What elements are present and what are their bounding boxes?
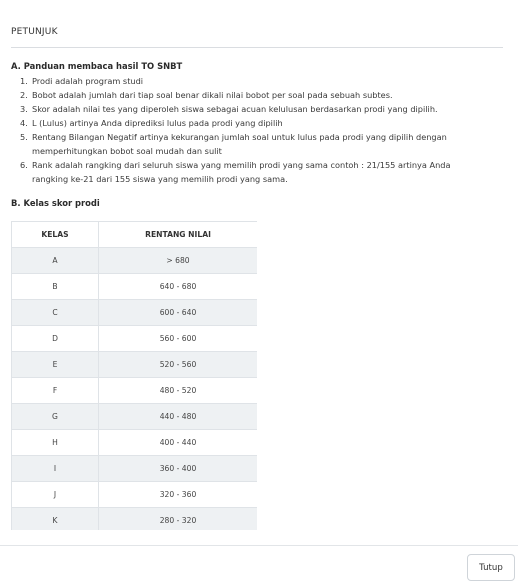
cell-rentang: 360 - 400 — [99, 456, 258, 482]
table-row — [12, 456, 258, 482]
cell-rentang: 440 - 480 — [99, 404, 258, 430]
section-b-heading: B. Kelas skor prodi — [11, 198, 100, 208]
guide-item-number: 4. — [20, 118, 28, 128]
table-row — [12, 482, 258, 508]
guide-item-text: Rank adalah rangking dari seluruh siswa yang memilih prodi yang sama contoh : 21/155 artinya Anda rangking ke-21 dari 155 siswa yang memilih prodi yang sama. — [32, 160, 451, 184]
cell-kelas: H — [12, 430, 99, 456]
guide-item — [20, 88, 480, 102]
guide-list — [20, 74, 480, 186]
table-row — [12, 404, 258, 430]
guide-item-text: L (Lulus) artinya Anda diprediksi lulus pada prodi yang dipilih — [32, 118, 283, 128]
guide-item — [20, 102, 480, 116]
guide-item-number: 3. — [20, 104, 28, 114]
cell-kelas: A — [12, 248, 99, 274]
cell-kelas: I — [12, 456, 99, 482]
guide-item-text: Bobot adalah jumlah dari tiap soal benar dikali nilai bobot per soal pada sebuah subtes. — [32, 90, 393, 100]
cell-kelas: K — [12, 508, 99, 531]
cell-rentang: 560 - 600 — [99, 326, 258, 352]
cell-kelas: E — [12, 352, 99, 378]
cell-kelas: B — [12, 274, 99, 300]
guide-item-text: Skor adalah nilai tes yang diperoleh siswa sebagai acuan kelulusan berdasarkan prodi yang dipilih. — [32, 104, 438, 114]
cell-kelas: D — [12, 326, 99, 352]
column-header-kelas: KELAS — [12, 222, 99, 248]
cell-rentang: 600 - 640 — [99, 300, 258, 326]
guide-item — [20, 74, 480, 88]
cell-kelas: C — [12, 300, 99, 326]
cell-rentang: 280 - 320 — [99, 508, 258, 531]
guide-item-number: 6. — [20, 160, 28, 170]
cell-rentang: 640 - 680 — [99, 274, 258, 300]
cell-rentang: > 680 — [99, 248, 258, 274]
guide-item — [20, 158, 480, 186]
cell-rentang: 400 - 440 — [99, 430, 258, 456]
guide-item — [20, 130, 480, 158]
score-class-table — [11, 221, 257, 530]
table-row — [12, 326, 258, 352]
cell-rentang: 520 - 560 — [99, 352, 258, 378]
title-divider — [11, 47, 503, 48]
table-row — [12, 378, 258, 404]
column-header-rentang-nilai: RENTANG NILAI — [99, 222, 258, 248]
close-button[interactable]: Tutup — [467, 554, 515, 581]
section-a-heading: A. Panduan membaca hasil TO SNBT — [11, 61, 183, 71]
table-row — [12, 248, 258, 274]
guide-item — [20, 116, 480, 130]
score-table-container — [11, 221, 257, 530]
table-row — [12, 300, 258, 326]
cell-kelas: J — [12, 482, 99, 508]
guide-item-text: Prodi adalah program studi — [32, 76, 144, 86]
guide-item-number: 2. — [20, 90, 28, 100]
table-row — [12, 274, 258, 300]
cell-rentang: 320 - 360 — [99, 482, 258, 508]
table-header-row — [12, 222, 258, 248]
guide-item-number: 5. — [20, 132, 28, 142]
footer-divider — [0, 545, 518, 546]
cell-rentang: 480 - 520 — [99, 378, 258, 404]
table-row — [12, 430, 258, 456]
cell-kelas: F — [12, 378, 99, 404]
table-row — [12, 352, 258, 378]
guide-item-text: Rentang Bilangan Negatif artinya kekurangan jumlah soal untuk lulus pada prodi yang dipilih dengan memperhitungkan bobot soal mudah dan sulit — [32, 132, 447, 156]
table-row — [12, 508, 258, 531]
guide-item-number: 1. — [20, 76, 28, 86]
modal-title: PETUNJUK — [11, 27, 58, 37]
cell-kelas: G — [12, 404, 99, 430]
